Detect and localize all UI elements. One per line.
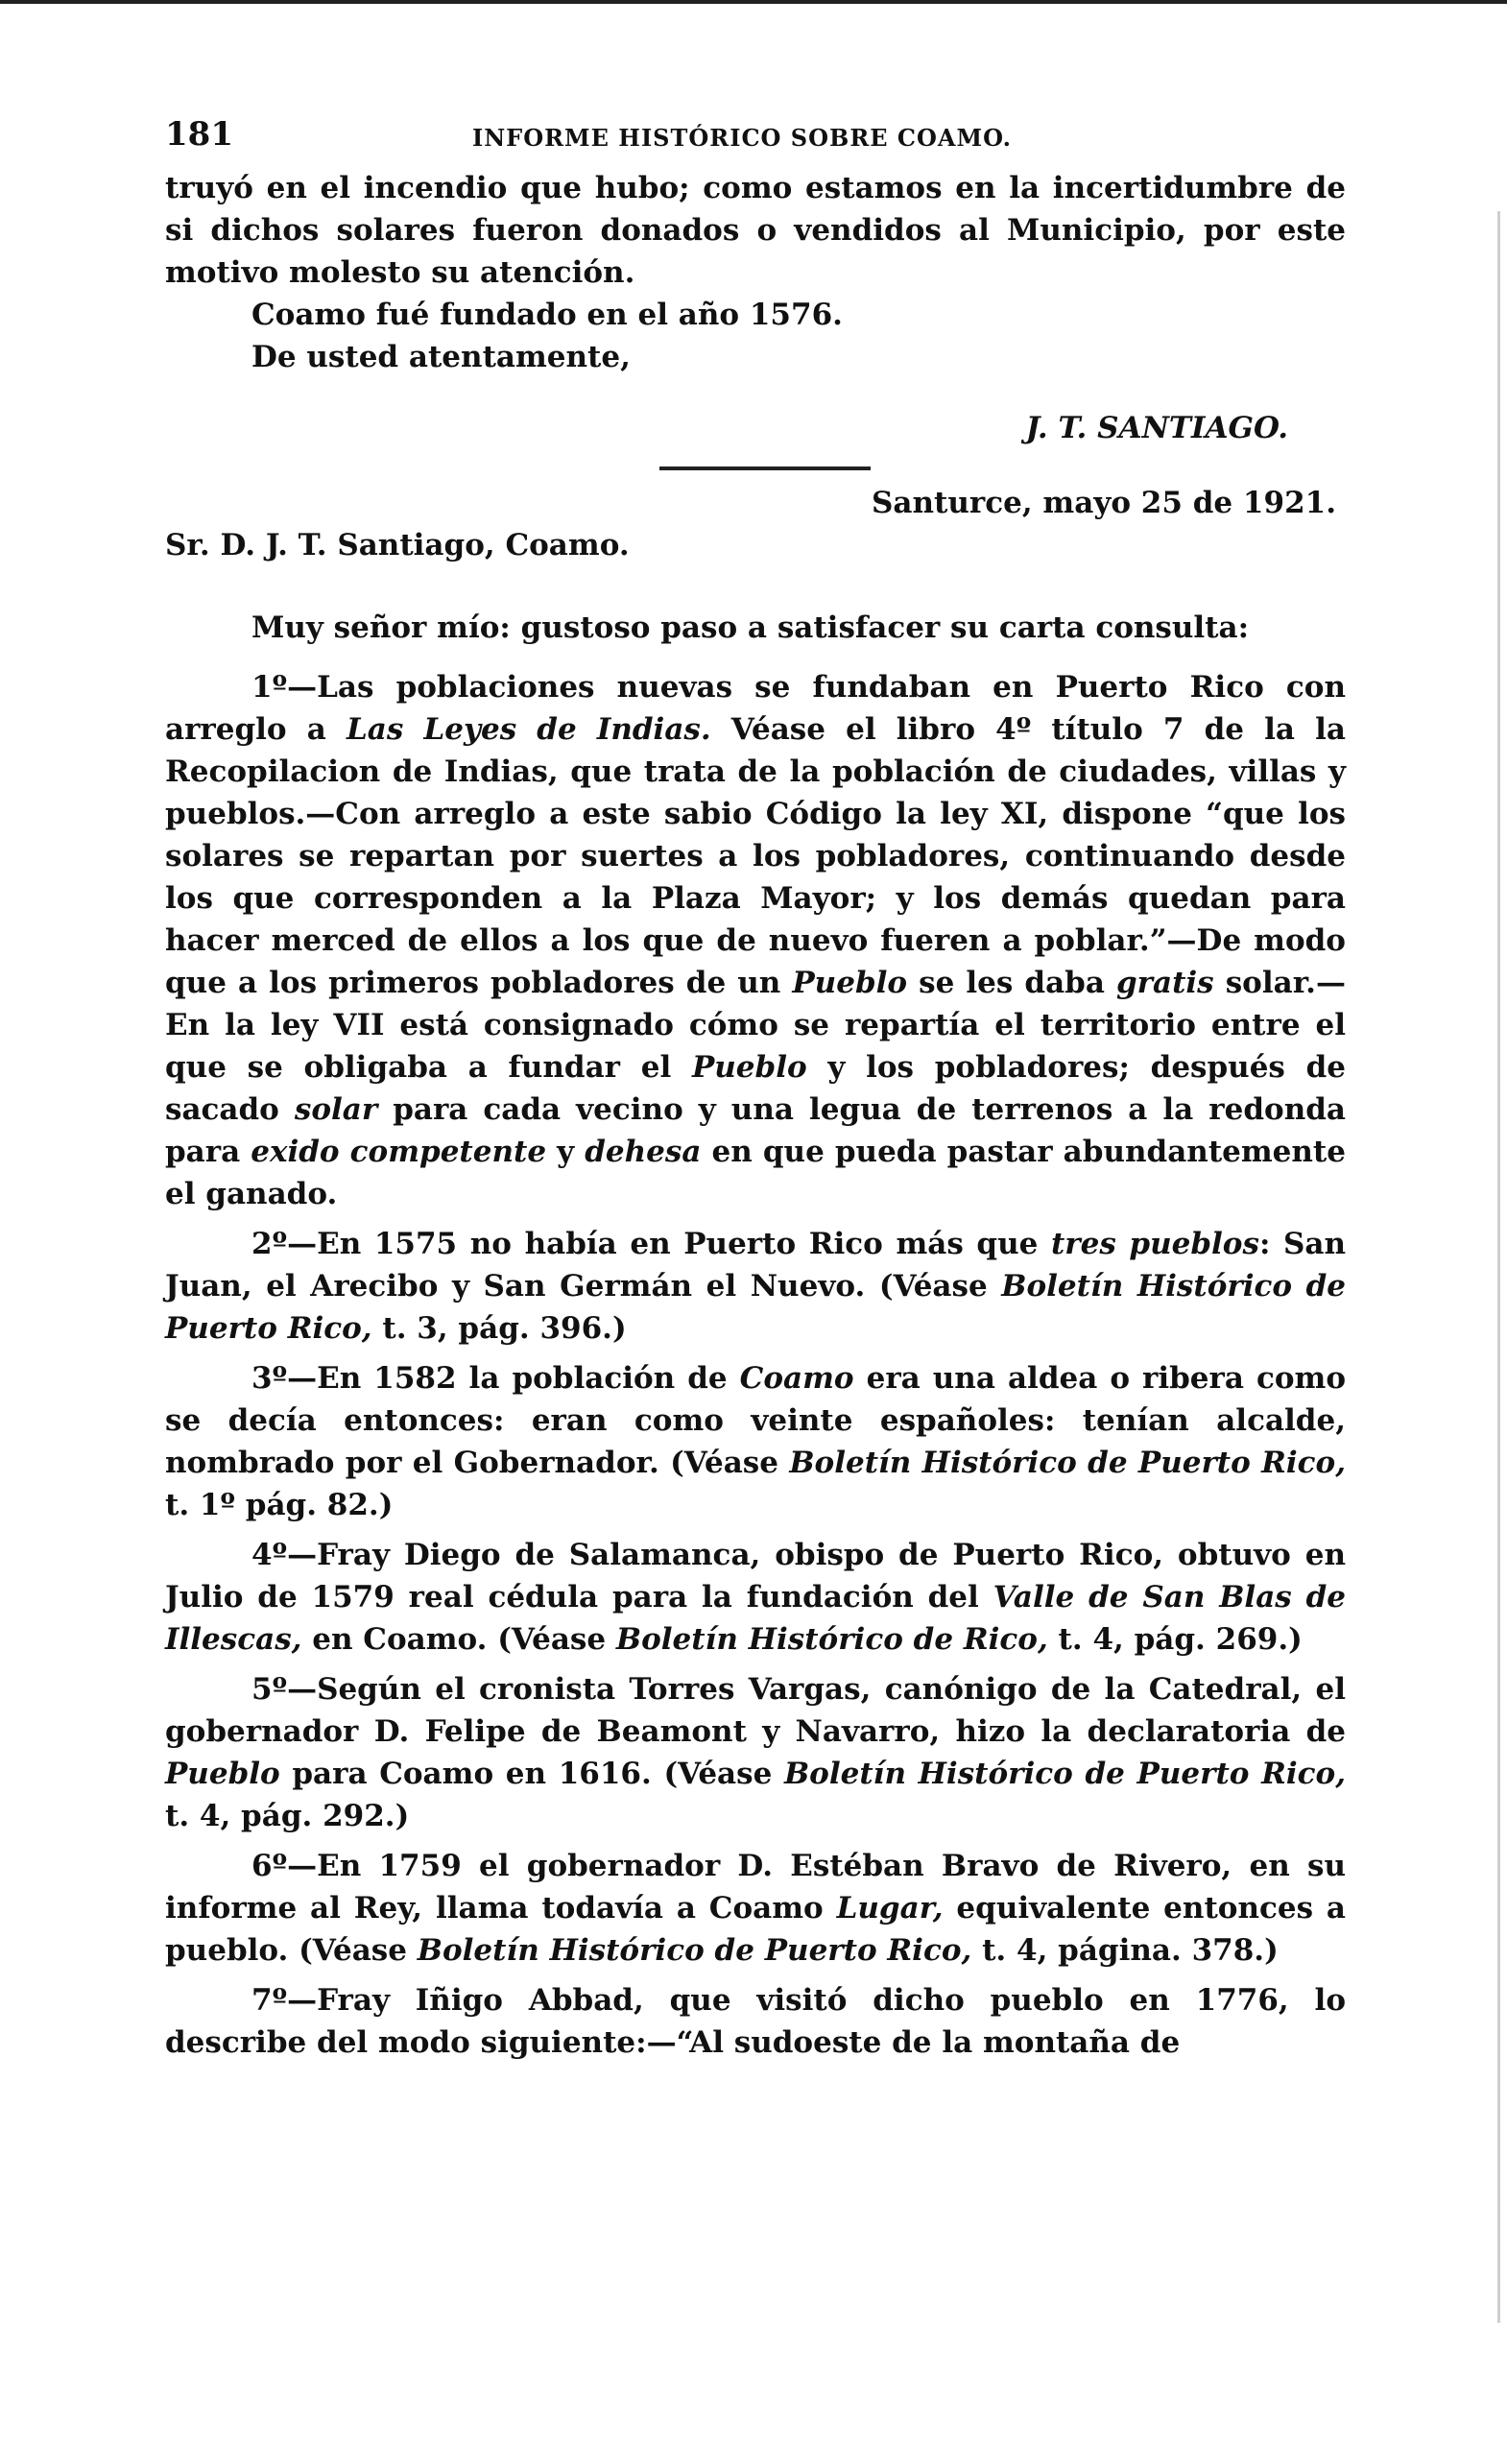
item-5-text: para Coamo en 1616. (Véase — [279, 1757, 784, 1791]
page-number: 181 — [165, 115, 233, 154]
item-5-text: t. 4, pág. 292.) — [165, 1799, 410, 1833]
item-6 — [165, 1845, 1346, 1972]
item-4 — [165, 1534, 1346, 1661]
item-1-italic: Pueblo — [691, 1050, 807, 1085]
signature-name: J. T. SANTIAGO. — [1025, 411, 1288, 445]
item-3-italic: Coamo — [739, 1361, 854, 1396]
item-1 — [165, 666, 1346, 1215]
divider-rule — [659, 466, 871, 470]
item-1-italic: solar — [294, 1092, 378, 1127]
item-6-text: t. 4, página. 378.) — [971, 1933, 1279, 1968]
item-1-text: y los pobladores; después de sacado — [165, 1050, 1346, 1127]
item-6-italic: Boletín Histórico de Puerto Rico, — [417, 1933, 972, 1968]
item-4-italic: Boletín Histórico de Rico, — [615, 1622, 1048, 1657]
item-1-text: 1º—Las poblaciones nuevas se fundaban en Puerto Rico con arreglo a — [165, 670, 1346, 747]
item-2-text: 2º—En 1575 no había en Puerto Rico más que — [251, 1227, 1051, 1261]
item-2-italic: tres pueblos — [1050, 1227, 1259, 1261]
item-3-italic: Boletín Histórico de Puerto Rico, — [789, 1446, 1347, 1480]
item-3-text: t. 1º pág. 82.) — [165, 1488, 394, 1522]
letter-paragraph-2: Coamo fué fundado en el año 1576. — [251, 298, 843, 332]
item-4-text: en Coamo. (Véase — [301, 1622, 616, 1657]
reply-dateline: Santurce, mayo 25 de 1921. — [872, 486, 1336, 520]
section-divider — [165, 457, 1346, 482]
item-3-text: era una aldea o ribera como se decía entonces: eran como veinte españoles: tenían alcalde, nombrado por el Gobernador. (Véase — [165, 1361, 1347, 1480]
reply-addressee: Sr. D. J. T. Santiago, Coamo. — [165, 528, 630, 562]
item-1-text: para cada vecino y una legua de terrenos a la redonda para — [165, 1092, 1346, 1169]
item-2 — [165, 1223, 1346, 1350]
letter-closing: De usted atentamente, — [251, 340, 631, 374]
item-4-text: t. 4, pág. 269.) — [1047, 1622, 1303, 1657]
item-1-text: se les daba — [907, 966, 1116, 1000]
item-6-text: 6º—En 1759 el gobernador D. Estéban Bravo de Rivero, en su informe al Rey, llama todavía a Coamo — [165, 1849, 1346, 1926]
item-4-italic: Valle de San Blas de Illescas, — [165, 1580, 1346, 1657]
item-1-italic: exido competente — [251, 1135, 547, 1169]
scan-edge-line — [1497, 211, 1500, 2323]
item-1-text: y — [546, 1135, 586, 1169]
letter-paragraph-1: truyó en el incendio que hubo; como estamos en la incertidumbre de si dichos solares fueron donados o vendidos al Municipio, por este motivo molesto su atención. — [165, 171, 1346, 290]
reply-salutation: Muy señor mío: gustoso paso a satisfacer su carta consulta: — [251, 610, 1250, 645]
item-1-italic: Pueblo — [792, 966, 908, 1000]
item-2-text: t. 3, pág. 396.) — [371, 1311, 627, 1346]
item-3 — [165, 1357, 1346, 1526]
item-2-text: : San Juan, el Arecibo y San Germán el Nuevo. (Véase — [165, 1227, 1347, 1304]
item-1-italic: Las Leyes de Indias. — [346, 712, 711, 747]
item-7: 7º—Fray Iñigo Abbad, que visitó dicho pueblo en 1776, lo describe del modo siguiente:—“Al sudoeste de la montaña de — [165, 1983, 1346, 2060]
item-4-text: 4º—Fray Diego de Salamanca, obispo de Puerto Rico, obtuvo en Julio de 1579 real cédula para la fundación del — [165, 1538, 1346, 1615]
top-edge-line — [0, 0, 1507, 4]
item-5-text: 5º—Según el cronista Torres Vargas, canónigo de la Catedral, el gobernador D. Felipe de Beamont y Navarro, hizo la declaratoria de — [165, 1672, 1346, 1749]
item-1-text: en que pueda pastar abundantemente el ganado. — [165, 1135, 1346, 1211]
item-1-text: solar.—En la ley VII está consignado cómo se repartía el territorio entre el que se obligaba a fundar el — [165, 966, 1346, 1085]
running-head: INFORME HISTÓRICO SOBRE COAMO. — [472, 124, 1012, 152]
page-body — [165, 108, 1346, 2064]
item-6-italic: Lugar, — [836, 1891, 944, 1926]
item-1-text: Véase el libro 4º título 7 de la la Recopilacion de Indias, que trata de la población de ciudades, villas y pueblos.—Con arreglo a este sabio Código la ley XI, dispone “que los solares se repartan por suertes a los pobladores, continuando desde los que corresponden a la Plaza Mayor; y los demás quedan para hacer merced de ellos a los que de nuevo fueren a poblar.”—De modo que a los primeros pobladores de un — [165, 712, 1346, 1000]
item-3-text: 3º—En 1582 la población de — [251, 1361, 740, 1396]
item-5 — [165, 1668, 1346, 1837]
item-6-text: equivalente entonces a pueblo. (Véase — [165, 1891, 1346, 1968]
item-1-italic: dehesa — [585, 1135, 702, 1169]
item-2-italic: Boletín Histórico de Puerto Rico, — [165, 1269, 1346, 1346]
item-1-italic: gratis — [1115, 966, 1214, 1000]
item-5-italic: Pueblo — [165, 1757, 280, 1791]
letter-signature — [165, 407, 1346, 449]
item-5-italic: Boletín Histórico de Puerto Rico, — [783, 1757, 1346, 1791]
page-header — [165, 108, 1346, 167]
